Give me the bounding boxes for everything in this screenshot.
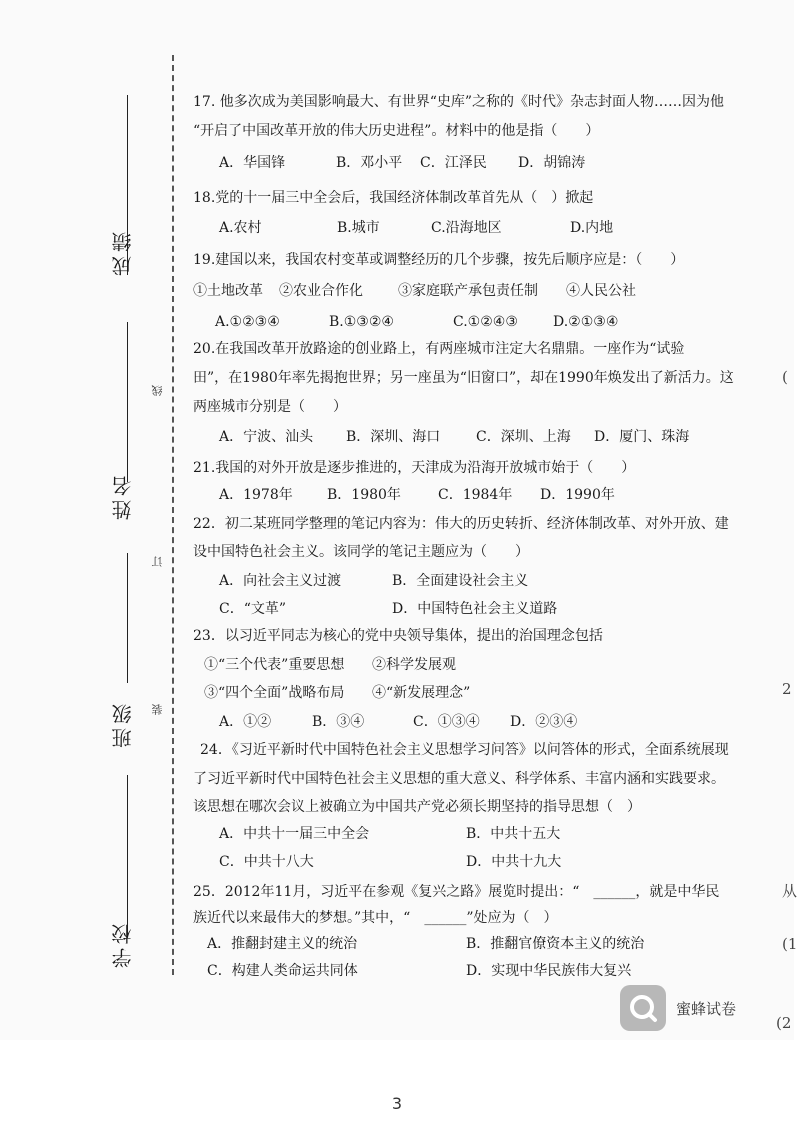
q22-stem-1: 22．初二某班同学整理的笔记内容为：伟大的历史转折、经济体制改革、对外开放、建 (193, 516, 729, 532)
q19-item-1: ①土地改革 (193, 283, 263, 299)
class-label: 班级 (111, 700, 135, 748)
q23-option-b: B．③④ (312, 714, 365, 730)
score-label: 成绩 (111, 228, 135, 276)
q25-option-c: C．构建人类命运共同体 (207, 963, 358, 979)
q20-stem-3: 两座城市分别是（ ） (193, 399, 347, 415)
q17-stem-1: 17. 他多次成为美国影响最大、有世界“史库”之称的《时代》杂志封面人物……因为他 (193, 94, 725, 110)
q18-stem: 18.党的十一届三中全会后，我国经济体制改革首先从（ ）掀起 (193, 190, 594, 206)
q19-option-a: A.①②③④ (215, 314, 280, 330)
q17-option-c: C．江泽民 (420, 155, 487, 171)
q17-stem-2: “开启了中国改革开放的伟大历史进程”。材料中的他是指（ ） (193, 123, 600, 139)
q19-stem: 19.建国以来，我国农村变革或调整经历的几个步骤，按先后顺序应是：（ ） (193, 252, 685, 268)
q22-option-b: B．全面建设社会主义 (392, 573, 529, 589)
q23-item-3: ③“四个全面”战略布局 (204, 685, 345, 701)
q24-option-b: B．中共十五大 (466, 826, 561, 842)
cut-mark-ding: 订 (151, 556, 164, 567)
q21-option-c: C．1984年 (438, 487, 513, 503)
q24-stem-1: 24．《习近平新时代中国特色社会主义思想学习问答》以问答体的形式，全面系统展现 (200, 742, 729, 758)
q20-option-b: B．深圳、海口 (346, 429, 441, 445)
q25-stem-2: 族近代以来最伟大的梦想。”其中，“ ______”处应为（ ） (193, 910, 558, 926)
school-label: 学校 (111, 920, 135, 968)
q25-option-d: D．实现中华民族伟大复兴 (466, 963, 632, 979)
name-label: 姓名 (111, 472, 135, 520)
q20-option-c: C．深圳、上海 (476, 429, 571, 445)
q20-stem-2: 田”，在1980年率先揭抱世界；另一座虽为“旧窗口”，却在1990年焕发出了新活力。这 (193, 370, 734, 386)
q25-stem-1: 25．2012年11月，习近平在参观《复兴之路》展览时提出：“ ______，就是中华民 (193, 884, 720, 900)
q23-item-2: ②科学发展观 (372, 657, 456, 673)
q19-option-c: C.①②④③ (453, 314, 518, 330)
q22-option-c: C．“文革” (219, 601, 287, 617)
q22-option-a: A．向社会主义过渡 (219, 573, 342, 589)
q24-stem-3: 该思想在哪次会议上被确立为中国共产党必须长期坚持的指导思想（ ） (193, 799, 641, 815)
q25-option-b: B．推翻官僚资本主义的统治 (466, 936, 645, 952)
q20-stem-1: 20.在我国改革开放路途的创业路上，有两座城市注定大名鼎鼎。一座作为“试验 (193, 341, 685, 357)
q20-option-a: A．宁波、汕头 (219, 429, 314, 445)
school-line (127, 775, 128, 935)
q24-option-a: A．中共十一届三中全会 (219, 826, 370, 842)
cut-mark-xian: 线 (151, 385, 164, 396)
page-number: 3 (391, 1094, 403, 1113)
q19-item-3: ③家庭联产承包责任制 (398, 283, 538, 299)
q17-option-b: B．邓小平 (336, 155, 403, 171)
right-fragment: ( (782, 368, 788, 386)
q21-option-d: D．1990年 (540, 487, 615, 503)
cut-mark-zhuang: 装 (151, 704, 164, 715)
right-fragment: 从 (782, 882, 797, 900)
q18-option-a: A.农村 (219, 220, 262, 236)
q17-option-d: D．胡锦涛 (518, 155, 586, 171)
right-fragment: (1 (782, 935, 797, 953)
q23-stem: 23．以习近平同志为核心的党中央领导集体，提出的治国理念包括 (193, 628, 603, 644)
q17-option-a: A．华国锋 (219, 155, 286, 171)
q24-option-d: D．中共十九大 (466, 854, 562, 870)
q23-option-a: A．①② (219, 714, 272, 730)
q19-item-4: ④人民公社 (566, 283, 636, 299)
q24-option-c: C．中共十八大 (219, 854, 314, 870)
q19-option-b: B.①③②④ (329, 314, 394, 330)
right-fragment: 2 (782, 680, 792, 698)
q19-option-d: D.②①③④ (553, 314, 619, 330)
q21-stem: 21.我国的对外开放是逐步推进的，天津成为沿海开放城市始于（ ） (193, 460, 636, 476)
q21-option-a: A．1978年 (219, 487, 293, 503)
q23-option-c: C．①③④ (413, 714, 480, 730)
q21-option-b: B．1980年 (327, 487, 401, 503)
q18-option-c: C.沿海地区 (431, 220, 502, 236)
watermark-text: 蜜蜂试卷 (676, 999, 737, 1018)
watermark-logo (620, 985, 736, 1031)
binding-dashed-line (172, 55, 174, 975)
q22-option-d: D．中国特色社会主义道路 (392, 601, 558, 617)
q23-item-1: ①“三个代表”重要思想 (204, 657, 345, 673)
q20-option-d: D．厦门、珠海 (594, 429, 690, 445)
name-line (127, 322, 128, 482)
q23-item-4: ④“新发展理念” (372, 685, 471, 701)
q23-option-d: D．②③④ (510, 714, 578, 730)
right-fragment: (2 (776, 1014, 792, 1032)
q18-option-b: B.城市 (337, 220, 380, 236)
q25-option-a: A．推翻封建主义的统治 (207, 936, 358, 952)
q19-item-2: ②农业合作化 (279, 283, 363, 299)
q22-stem-2: 设中国特色社会主义。该同学的笔记主题应为（ ） (193, 544, 529, 560)
search-bee-icon (620, 985, 666, 1031)
class-line (127, 553, 128, 683)
q24-stem-2: 了习近平新时代中国特色社会主义思想的重大意义、科学体系、丰富内涵和实践要求。 (193, 771, 725, 787)
q18-option-d: D.内地 (570, 220, 614, 236)
